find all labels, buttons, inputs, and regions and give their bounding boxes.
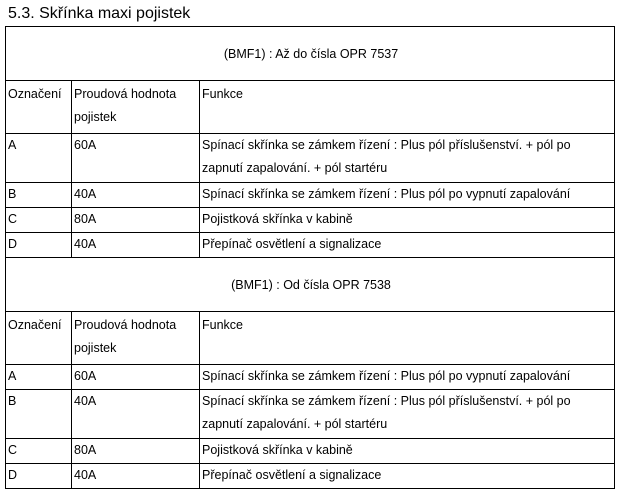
- table-title: (BMF1) : Od čísla OPR 7538: [6, 258, 615, 312]
- cell-function: Přepínač osvětlení a signalizace: [200, 464, 615, 489]
- cell-current: 80A: [72, 439, 200, 464]
- cell-current: 80A: [72, 208, 200, 233]
- cell-designation: C: [6, 439, 72, 464]
- cell-designation: A: [6, 365, 72, 390]
- table-row: [6, 464, 615, 489]
- cell-current: 40A: [72, 464, 200, 489]
- cell-designation: D: [6, 464, 72, 489]
- table-row: [6, 233, 615, 258]
- cell-function: Spínací skřínka se zámkem řízení : Plus pól příslušenství. + pól po zapnutí zapalování. + pól startéru: [200, 390, 615, 439]
- cell-designation: C: [6, 208, 72, 233]
- cell-current: 40A: [72, 233, 200, 258]
- header-current: Proudová hodnota pojistek: [72, 312, 200, 365]
- cell-function: Spínací skřínka se zámkem řízení : Plus pól po vypnutí zapalování: [200, 183, 615, 208]
- section-heading: 5.3. Skřínka maxi pojistek: [8, 5, 191, 22]
- header-function: Funkce: [200, 312, 615, 365]
- cell-function: Spínací skřínka se zámkem řízení : Plus pól příslušenství. + pól po zapnutí zapalování. + pól startéru: [200, 134, 615, 183]
- cell-current: 40A: [72, 390, 200, 439]
- table-row: [6, 183, 615, 208]
- table-row: [6, 439, 615, 464]
- cell-current: 40A: [72, 183, 200, 208]
- table-row: [6, 365, 615, 390]
- cell-current: 60A: [72, 365, 200, 390]
- fuse-table: [5, 26, 615, 489]
- header-function: Funkce: [200, 81, 615, 134]
- cell-designation: A: [6, 134, 72, 183]
- header-designation: Označení: [6, 312, 72, 365]
- cell-function: Spínací skřínka se zámkem řízení : Plus pól po vypnutí zapalování: [200, 365, 615, 390]
- cell-function: Přepínač osvětlení a signalizace: [200, 233, 615, 258]
- table-row: [6, 390, 615, 439]
- cell-function: Pojistková skřínka v kabině: [200, 439, 615, 464]
- table-title: (BMF1) : Až do čísla OPR 7537: [6, 27, 615, 81]
- cell-current: 60A: [72, 134, 200, 183]
- header-current: Proudová hodnota pojistek: [72, 81, 200, 134]
- cell-function: Pojistková skřínka v kabině: [200, 208, 615, 233]
- cell-designation: B: [6, 390, 72, 439]
- cell-designation: D: [6, 233, 72, 258]
- cell-designation: B: [6, 183, 72, 208]
- header-designation: Označení: [6, 81, 72, 134]
- table-row: [6, 208, 615, 233]
- table-row: [6, 134, 615, 183]
